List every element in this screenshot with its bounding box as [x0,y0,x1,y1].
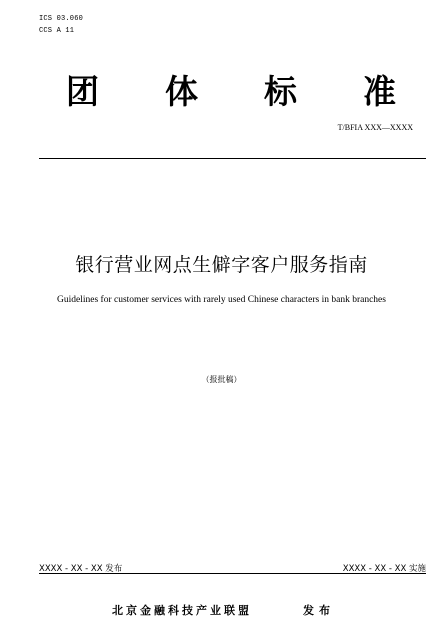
standard-type-char: 标 [264,72,297,111]
bottom-divider [39,573,426,574]
publish-date: XXXX - XX - XX 发布 [39,564,123,574]
standard-type-heading [66,72,396,112]
draft-status: （报批稿） [201,375,242,384]
ccs-code: CCS A 11 [39,27,75,35]
document-title-chinese: 银行营业网点生僻字客户服务指南 [75,254,368,276]
standard-number: T/BFIA XXX—XXXX [337,123,413,132]
top-divider [39,158,426,159]
document-title-english: Guidelines for customer services with rarely used Chinese characters in bank branches [57,295,386,305]
publish-label: 发布 [303,604,335,617]
standard-type-char: 准 [363,72,396,111]
publisher-name: 北京金融科技产业联盟 [112,604,252,617]
ics-code: ICS 03.060 [39,15,84,23]
implementation-date: XXXX - XX - XX 实施 [342,564,426,574]
standard-type-char: 团 [66,72,99,111]
standard-type-char: 体 [165,72,198,111]
